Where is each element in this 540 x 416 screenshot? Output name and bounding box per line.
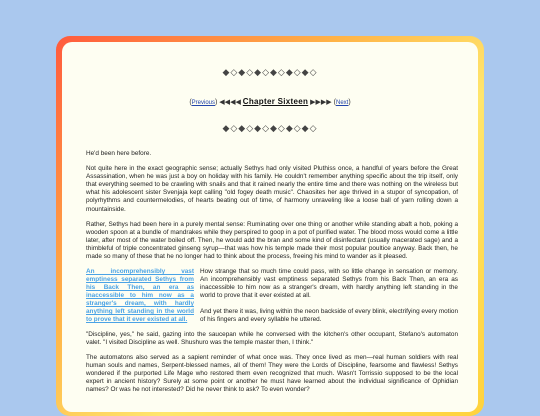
- page-panel: [62, 42, 478, 412]
- left-arrows-icon: ◀◀◀◀: [219, 99, 241, 106]
- chapter-nav: (Previous) ◀◀◀◀ Chapter Sixteen ▶▶▶▶ (Next): [189, 97, 351, 106]
- top-ornament: ◆◇◆◇◆◇◆◇◆◇◆◇: [222, 68, 318, 78]
- paragraph-3: Rather, Sethys had been here in a purely mental sense: Ruminating over one thing or another while standing abaft a hob, poking a wooden spoon at a bundle of mandrakes while they perspired to goop in a pot of purified water. The blood moss would come a little later, after most of the water boiled off. Then, he would add the bran and some kind of disinfectant (usually macerated sage) and a thimbleful of triple concentrated ginseng syrup—that was how his temple made their most popular poultice anyway. Back then, he made so many of these that he no longer had to think about the process, freeing his mind to wander as it pleased.: [86, 220, 458, 261]
- paragraph-6: "Discipline, yes," he said, gazing into the saucepan while he conversed with the kitchen's other occupant, Stefano's automaton valet. "I visited Discipline as well. Shushuro was the temple master then, I think.": [86, 330, 458, 346]
- broken-image-link[interactable]: An incomprehensibly vast emptiness separated Sethys from his Back Then, an era as inaccessible to him now as a stranger's dream, with hardly anything left standing in the world to prove that it ever existed at all.: [86, 268, 194, 324]
- paragraph-2: Not quite here in the exact geographic sense; actually Sethys had only visited Pluthiss once, a handful of years before the Great Assassination, when he was just a boy on holiday with his family. He couldn't remember anything specific about the trip itself, only that everything seemed to be crawling with snails and that it rained nearly the entire time and there was nothing on the wireless but what his adolescent sister Svenjaja kept calling "old fogey death music". Chaosites her age thrived in a stupor of syncopation, of polyrhythms and countermelodies, of hearts beating out of time, of harmony unraveling like a loose ball of yarn rolling down a mountainside.: [86, 165, 458, 213]
- right-arrows-icon: ▶▶▶▶: [310, 99, 332, 106]
- chapter-title: Chapter Sixteen: [242, 97, 309, 106]
- paragraph-1: He'd been here before.: [86, 150, 152, 157]
- chapter-text: [86, 150, 458, 401]
- bottom-ornament: ◆◇◆◇◆◇◆◇◆◇◆◇: [222, 124, 318, 134]
- previous-link[interactable]: Previous: [191, 100, 216, 106]
- paragraph-7: The automatons also served as a sapient reminder of what once was. They once lived as men—real human soldiers with real human souls and names, Serpent-blessed names, all of them! They were the Lords of Discipline, fearsome and flawless! Sethys wondered if the purported Life Mage who restored them even recognized that much. Wasn't Torrissio supposed to be the local expert in ancient history? Surely at some point or another he must have learned about the individual significance of Ophidian names? Or was he not interested? Did he never think to ask? To even wonder?: [86, 353, 458, 394]
- paragraph-4: How strange that so much time could pass, with so little change in sensation or memory. An incomprehensibly vast emptiness separated Sethys from his Back Then, an era as inaccessible to him now as a stranger's dream, with hardly anything left standing in the world to prove that it ever existed at all.: [200, 268, 458, 300]
- next-link[interactable]: Next: [335, 100, 349, 106]
- paragraph-5: And yet there it was, living within the neon backside of every blink, electrifying every motion of his fingers and every syllable he uttered.: [200, 307, 458, 323]
